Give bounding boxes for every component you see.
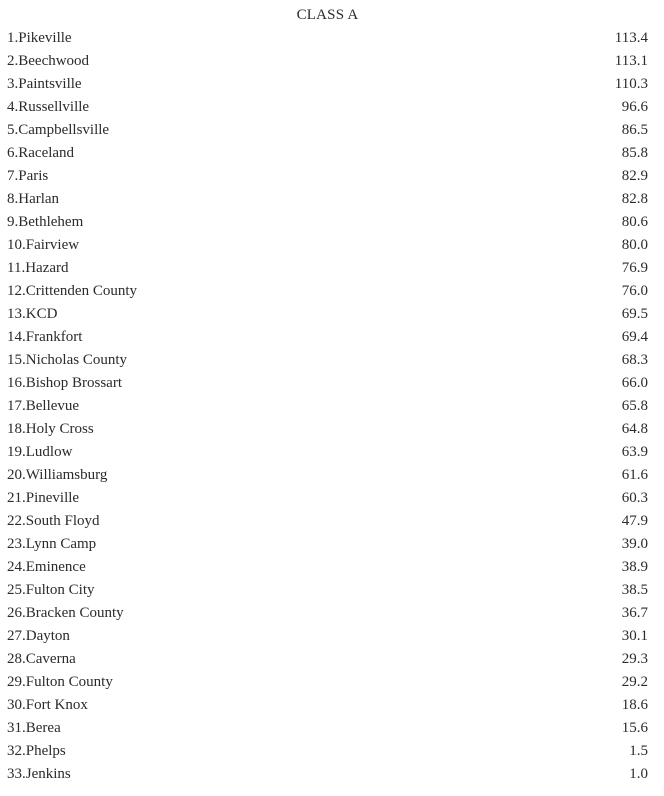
team-cell	[7, 349, 127, 372]
team-cell	[7, 763, 71, 786]
rank-separator: .	[14, 191, 19, 207]
rank-separator: .	[21, 260, 26, 276]
score-value: 113.1	[614, 53, 648, 69]
rank-label: 12	[7, 283, 22, 299]
score-value: 1.0	[629, 766, 648, 782]
team-name: Harlan	[18, 191, 60, 207]
team-cell	[7, 280, 137, 303]
team-cell	[7, 326, 82, 349]
team-cell	[7, 717, 61, 740]
team-name: Crittenden County	[25, 283, 137, 299]
team-cell	[7, 464, 107, 487]
rank-separator: .	[22, 628, 26, 644]
team-cell	[7, 648, 76, 671]
table-row	[7, 418, 648, 441]
team-cell	[7, 487, 79, 510]
table-row	[7, 579, 648, 602]
team-name: Pikeville	[18, 30, 72, 46]
team-cell	[7, 73, 82, 96]
table-row	[7, 349, 648, 372]
team-name: KCD	[25, 306, 58, 322]
table-row	[7, 556, 648, 579]
team-name: Bellevue	[25, 398, 80, 414]
rank-label: 33	[7, 766, 22, 782]
rank-label: 14	[7, 329, 22, 345]
team-cell	[7, 188, 59, 211]
table-row	[7, 119, 648, 142]
rank-label: 7	[7, 168, 15, 184]
rank-label: 6	[7, 145, 15, 161]
team-cell	[7, 142, 74, 165]
score-value: 68.3	[621, 352, 648, 368]
rank-separator: .	[22, 582, 26, 598]
rank-separator: .	[14, 122, 19, 138]
rank-separator: .	[22, 490, 26, 506]
rank-separator: .	[22, 352, 26, 368]
score-value: 113.4	[614, 30, 648, 46]
rank-label: 28	[7, 651, 22, 667]
table-row	[7, 648, 648, 671]
score-value: 85.8	[621, 145, 648, 161]
team-name: Pineville	[25, 490, 80, 506]
table-row	[7, 717, 648, 740]
score-value: 38.5	[621, 582, 648, 598]
team-cell	[7, 211, 83, 234]
table-row	[7, 372, 648, 395]
score-value: 110.3	[614, 76, 648, 92]
rank-separator: .	[22, 605, 26, 621]
rank-label: 16	[7, 375, 22, 391]
table-row	[7, 694, 648, 717]
rank-label: 19	[7, 444, 22, 460]
rank-label: 9	[7, 214, 15, 230]
rank-separator: .	[14, 53, 19, 69]
rank-label: 24	[7, 559, 22, 575]
team-name: Jenkins	[25, 766, 71, 782]
rank-separator: .	[22, 559, 26, 575]
rank-separator: .	[22, 651, 26, 667]
table-row	[7, 27, 648, 50]
rank-label: 32	[7, 743, 22, 759]
rank-label: 3	[7, 76, 15, 92]
team-name: Campbellsville	[18, 122, 110, 138]
rank-separator: .	[22, 306, 26, 322]
team-cell	[7, 694, 88, 717]
score-value: 82.9	[621, 168, 648, 184]
rank-label: 23	[7, 536, 22, 552]
rank-label: 4	[7, 99, 15, 115]
team-name: Russellville	[18, 99, 90, 115]
team-cell	[7, 119, 109, 142]
team-name: Lynn Camp	[25, 536, 97, 552]
table-row	[7, 602, 648, 625]
score-value: 60.3	[621, 490, 648, 506]
table-row	[7, 96, 648, 119]
rank-label: 25	[7, 582, 22, 598]
score-value: 1.5	[629, 743, 648, 759]
team-name: Dayton	[25, 628, 70, 644]
rank-separator: .	[14, 76, 19, 92]
rank-label: 8	[7, 191, 15, 207]
score-value: 82.8	[621, 191, 648, 207]
rank-label: 29	[7, 674, 22, 690]
rank-separator: .	[14, 168, 19, 184]
table-row	[7, 763, 648, 786]
team-name: Nicholas County	[25, 352, 127, 368]
score-value: 47.9	[621, 513, 648, 529]
rank-separator: .	[22, 536, 26, 552]
table-row	[7, 188, 648, 211]
team-name: Paintsville	[18, 76, 82, 92]
team-name: Bracken County	[25, 605, 124, 621]
score-value: 29.2	[621, 674, 648, 690]
team-cell	[7, 395, 79, 418]
team-cell	[7, 441, 72, 464]
table-row	[7, 142, 648, 165]
team-name: Eminence	[25, 559, 86, 575]
score-value: 63.9	[621, 444, 648, 460]
rank-separator: .	[14, 99, 19, 115]
score-value: 18.6	[621, 697, 648, 713]
team-cell	[7, 257, 69, 280]
score-value: 86.5	[621, 122, 648, 138]
score-value: 96.6	[621, 99, 648, 115]
team-cell	[7, 671, 113, 694]
table-row	[7, 280, 648, 303]
score-value: 64.8	[621, 421, 648, 437]
team-name: Caverna	[25, 651, 76, 667]
rank-label: 11	[7, 260, 22, 276]
score-value: 80.0	[621, 237, 648, 253]
team-name: Fairview	[25, 237, 80, 253]
rank-label: 15	[7, 352, 22, 368]
team-cell	[7, 27, 72, 50]
rank-label: 1	[7, 30, 15, 46]
table-row	[7, 441, 648, 464]
team-name: Fulton City	[25, 582, 95, 598]
table-row	[7, 211, 648, 234]
team-name: South Floyd	[25, 513, 100, 529]
team-cell	[7, 740, 66, 763]
team-name: Holy Cross	[25, 421, 94, 437]
rank-label: 2	[7, 53, 15, 69]
rank-label: 26	[7, 605, 22, 621]
table-row	[7, 395, 648, 418]
score-value: 36.7	[621, 605, 648, 621]
score-value: 76.0	[621, 283, 648, 299]
team-cell	[7, 556, 86, 579]
score-value: 15.6	[621, 720, 648, 736]
rank-label: 10	[7, 237, 22, 253]
team-cell	[7, 50, 89, 73]
team-cell	[7, 303, 57, 326]
rankings-table	[7, 27, 648, 786]
team-name: Bethlehem	[18, 214, 84, 230]
team-name: Ludlow	[25, 444, 73, 460]
rank-label: 21	[7, 490, 22, 506]
score-value: 39.0	[621, 536, 648, 552]
rank-separator: .	[22, 375, 26, 391]
team-name: Berea	[25, 720, 61, 736]
team-name: Fulton County	[25, 674, 113, 690]
rank-separator: .	[22, 697, 26, 713]
table-row	[7, 257, 648, 280]
rank-separator: .	[22, 398, 26, 414]
team-cell	[7, 234, 79, 257]
table-row	[7, 464, 648, 487]
table-row	[7, 510, 648, 533]
team-cell	[7, 165, 48, 188]
team-cell	[7, 510, 100, 533]
score-value: 69.5	[621, 306, 648, 322]
rank-separator: .	[22, 444, 26, 460]
rank-label: 18	[7, 421, 22, 437]
score-value: 76.9	[621, 260, 648, 276]
team-cell	[7, 96, 89, 119]
rank-separator: .	[22, 467, 26, 483]
rank-separator: .	[22, 743, 26, 759]
team-name: Raceland	[18, 145, 75, 161]
rank-separator: .	[14, 145, 19, 161]
score-value: 61.6	[621, 467, 648, 483]
team-cell	[7, 579, 95, 602]
team-name: Hazard	[25, 260, 69, 276]
team-cell	[7, 533, 96, 556]
table-row	[7, 533, 648, 556]
table-row	[7, 326, 648, 349]
table-row	[7, 73, 648, 96]
team-name: Paris	[18, 168, 49, 184]
team-name: Phelps	[25, 743, 66, 759]
team-cell	[7, 625, 70, 648]
score-value: 30.1	[621, 628, 648, 644]
rank-separator: .	[22, 329, 26, 345]
rank-label: 22	[7, 513, 22, 529]
rank-separator: .	[14, 30, 19, 46]
table-row	[7, 303, 648, 326]
table-row	[7, 740, 648, 763]
score-value: 65.8	[621, 398, 648, 414]
rank-separator: .	[22, 283, 26, 299]
team-name: Bishop Brossart	[25, 375, 123, 391]
score-value: 29.3	[621, 651, 648, 667]
score-value: 66.0	[621, 375, 648, 391]
score-value: 69.4	[621, 329, 648, 345]
score-value: 80.6	[621, 214, 648, 230]
team-name: Williamsburg	[25, 467, 108, 483]
team-cell	[7, 418, 94, 441]
rank-label: 30	[7, 697, 22, 713]
rank-separator: .	[22, 674, 26, 690]
score-value: 38.9	[621, 559, 648, 575]
rank-label: 13	[7, 306, 22, 322]
rank-separator: .	[22, 421, 26, 437]
rank-separator: .	[22, 237, 26, 253]
table-row	[7, 234, 648, 257]
team-cell	[7, 372, 122, 395]
team-name: Beechwood	[18, 53, 90, 69]
team-name: Fort Knox	[25, 697, 88, 713]
table-row	[7, 671, 648, 694]
page-title: CLASS A	[296, 7, 359, 23]
table-row	[7, 625, 648, 648]
rank-separator: .	[14, 214, 19, 230]
rank-label: 31	[7, 720, 22, 736]
rank-separator: .	[22, 513, 26, 529]
table-row	[7, 487, 648, 510]
rank-label: 5	[7, 122, 15, 138]
rank-label: 27	[7, 628, 22, 644]
rank-label: 17	[7, 398, 22, 414]
team-cell	[7, 602, 124, 625]
table-row	[7, 165, 648, 188]
rank-label: 20	[7, 467, 22, 483]
table-row	[7, 50, 648, 73]
rank-separator: .	[22, 720, 26, 736]
rank-separator: .	[22, 766, 26, 782]
team-name: Frankfort	[25, 329, 83, 345]
